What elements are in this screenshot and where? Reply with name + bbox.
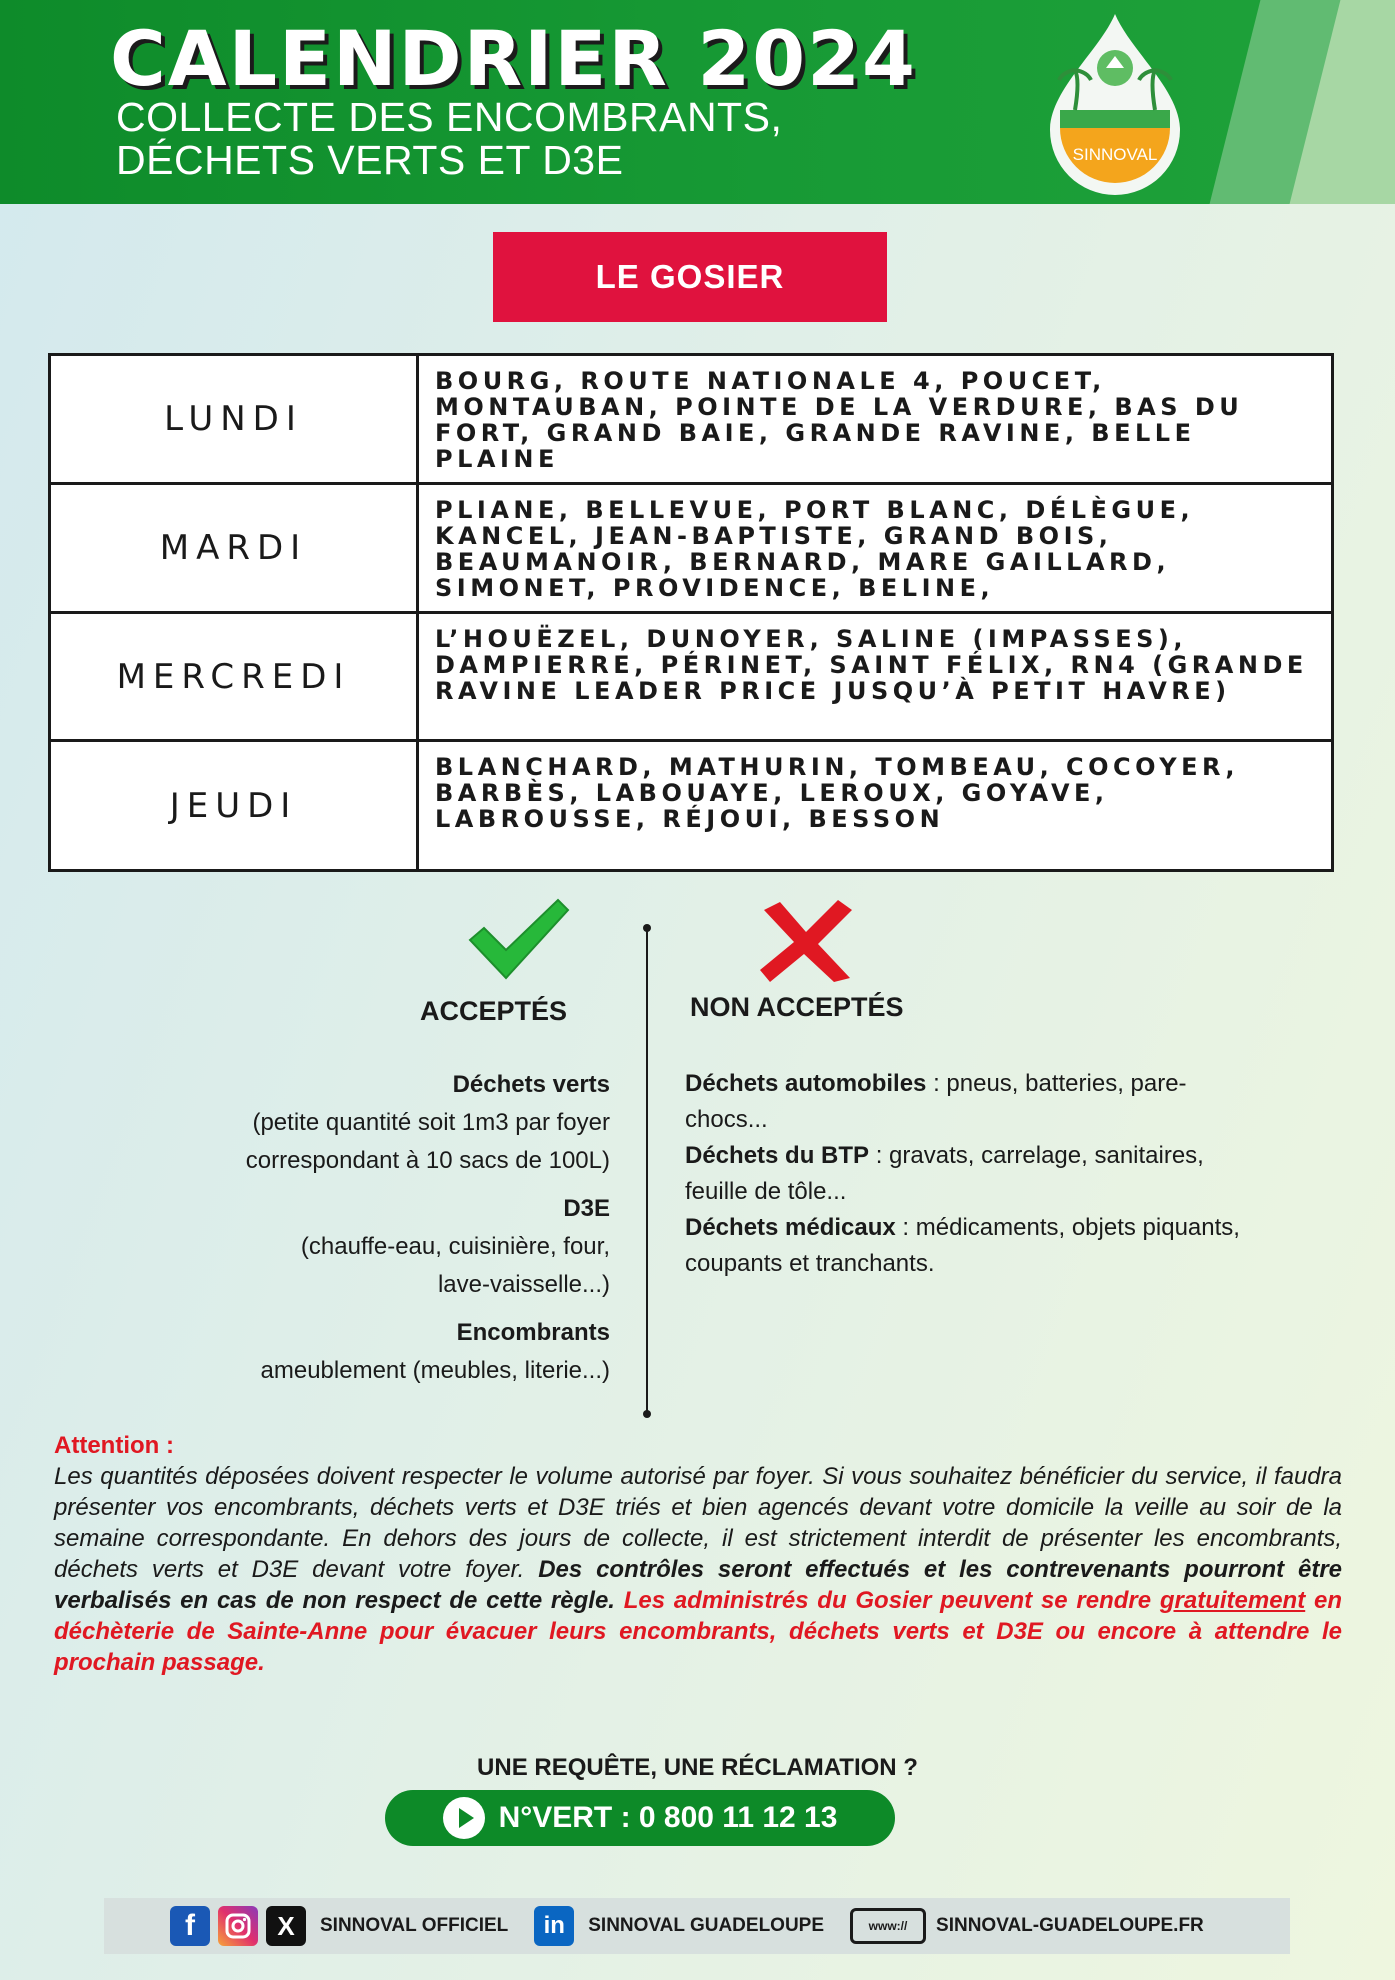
accepted-list bbox=[150, 1066, 610, 1390]
page-subtitle bbox=[116, 96, 876, 182]
accepted-heading: D3E bbox=[563, 1195, 610, 1222]
web-icon[interactable]: www:// bbox=[850, 1908, 926, 1944]
subtitle-line: COLLECTE DES ENCOMBRANTS, bbox=[116, 94, 783, 140]
collection-schedule-table bbox=[48, 353, 1334, 872]
day-cell: MARDI bbox=[50, 484, 418, 613]
schedule-row bbox=[50, 355, 1333, 484]
not-accepted-heading: Déchets médicaux bbox=[685, 1214, 896, 1241]
schedule-row bbox=[50, 613, 1333, 741]
linkedin-label[interactable]: SINNOVAL GUADELOUPE bbox=[588, 1915, 825, 1936]
not-accepted-heading: Déchets du BTP bbox=[685, 1142, 870, 1169]
subtitle-line: DÉCHETS VERTS ET D3E bbox=[116, 137, 624, 183]
zones-cell: BLANCHARD, MATHURIN, TOMBEAU, COCOYER, BARBÈS, LABOUAYE, LEROUX, GOYAVE, LABROUSSE, RÉJOUI, BESSON bbox=[418, 741, 1333, 871]
attention-text bbox=[54, 1461, 1342, 1678]
accepted-detail: (petite quantité soit 1m3 par foyer bbox=[252, 1109, 610, 1136]
not-accepted-title: NON ACCEPTÉS bbox=[690, 992, 904, 1022]
attention-notice bbox=[54, 1430, 1342, 1678]
attention-title: Attention : bbox=[54, 1432, 174, 1459]
accepted-detail: (chauffe-eau, cuisinière, four, bbox=[300, 1233, 610, 1260]
accepted-detail: ameublement (meubles, literie...) bbox=[260, 1357, 610, 1384]
checkmark-icon bbox=[466, 898, 570, 982]
instagram-icon[interactable] bbox=[218, 1906, 258, 1946]
not-accepted-heading: Déchets automobiles bbox=[685, 1070, 927, 1097]
sinnoval-logo bbox=[1040, 10, 1190, 200]
attention-free-highlight: gratuitement bbox=[1159, 1587, 1306, 1614]
not-accepted-list bbox=[685, 1066, 1245, 1282]
accepted-detail: lave-vaisselle...) bbox=[437, 1271, 610, 1298]
social-label[interactable]: SINNOVAL OFFICIEL bbox=[320, 1915, 509, 1936]
accepted-heading: Encombrants bbox=[456, 1319, 610, 1346]
facebook-icon[interactable]: f bbox=[170, 1906, 210, 1946]
phone-number-button[interactable] bbox=[385, 1790, 895, 1846]
contact-question: UNE REQUÊTE, UNE RÉCLAMATION ? bbox=[477, 1754, 918, 1781]
header-banner bbox=[0, 0, 1395, 204]
attention-warning: Des contrôles seront effectués et les contrevenants pourront être verbalisés en cas de non respect de cette règle. bbox=[54, 1556, 1343, 1614]
svg-text:SINNOVAL: SINNOVAL bbox=[1072, 145, 1158, 164]
not-accepted-detail: : gravats, carrelage, sanitaires, feuille de tôle... bbox=[685, 1142, 1204, 1205]
day-cell: MERCREDI bbox=[50, 613, 418, 741]
day-cell: JEUDI bbox=[50, 741, 418, 871]
attention-info: Les administrés du Gosier peuvent se rendre bbox=[614, 1587, 1160, 1614]
zones-cell: L’HOUËZEL, DUNOYER, SALINE (IMPASSES), DAMPIERRE, PÉRINET, SAINT FÉLIX, RN4 (GRANDE RAVINE LEADER PRICE JUSQU’À PETIT HAVRE) bbox=[418, 613, 1333, 741]
not-accepted-item bbox=[685, 1066, 1245, 1138]
zones-cell: PLIANE, BELLEVUE, PORT BLANC, DÉLÈGUE, KANCEL, JEAN-BAPTISTE, GRAND BOIS, BEAUMANOIR, BERNARD, MARE GAILLARD, SIMONET, PROVIDENCE, BELINE, bbox=[418, 484, 1333, 613]
accepted-title: ACCEPTÉS bbox=[420, 996, 568, 1026]
accepted-heading: Déchets verts bbox=[452, 1071, 610, 1098]
page-title: CALENDRIER 2024 bbox=[110, 14, 917, 103]
linkedin-icon[interactable]: in bbox=[534, 1906, 574, 1946]
cross-icon bbox=[756, 898, 856, 984]
zones-cell: BOURG, ROUTE NATIONALE 4, POUCET, MONTAUBAN, POINTE DE LA VERDURE, BAS DU FORT, GRAND BAIE, GRANDE RAVINE, BELLE PLAINE bbox=[418, 355, 1333, 484]
schedule-row bbox=[50, 484, 1333, 613]
attention-info: en déchèterie de Sainte-Anne pour évacuer leurs encombrants, déchets verts et D3E ou encore à attendre le prochain passage. bbox=[54, 1587, 1342, 1676]
not-accepted-item bbox=[685, 1138, 1245, 1210]
footer-bar bbox=[104, 1898, 1290, 1954]
phone-number: N°VERT : 0 800 11 12 13 bbox=[498, 1801, 838, 1834]
play-icon bbox=[443, 1797, 485, 1839]
accepted-detail: correspondant à 10 sacs de 100L) bbox=[245, 1147, 610, 1174]
attention-body: Les quantités déposées doivent respecter le volume autorisé par foyer. Si vous souhaitez bénéficier du service, il faudra présenter vos encombrants, déchets verts et D3E triés et bien agencés devant votre domicile la veille au soir de la semaine correspondante. En dehors des jours de collecte, il est strictement interdit de présenter les encombrants, déchets verts et D3E devant votre foyer. bbox=[54, 1463, 1342, 1583]
schedule-row bbox=[50, 741, 1333, 871]
not-accepted-detail: : médicaments, objets piquants, coupants et tranchants. bbox=[685, 1214, 1240, 1277]
not-accepted-detail: : pneus, batteries, pare-chocs... bbox=[685, 1070, 1187, 1133]
day-cell: LUNDI bbox=[50, 355, 418, 484]
column-divider bbox=[646, 928, 648, 1414]
website-link[interactable]: SINNOVAL-GUADELOUPE.FR bbox=[936, 1915, 1204, 1936]
not-accepted-item bbox=[685, 1210, 1245, 1282]
x-icon[interactable]: X bbox=[266, 1906, 306, 1946]
commune-badge: LE GOSIER bbox=[493, 232, 887, 322]
